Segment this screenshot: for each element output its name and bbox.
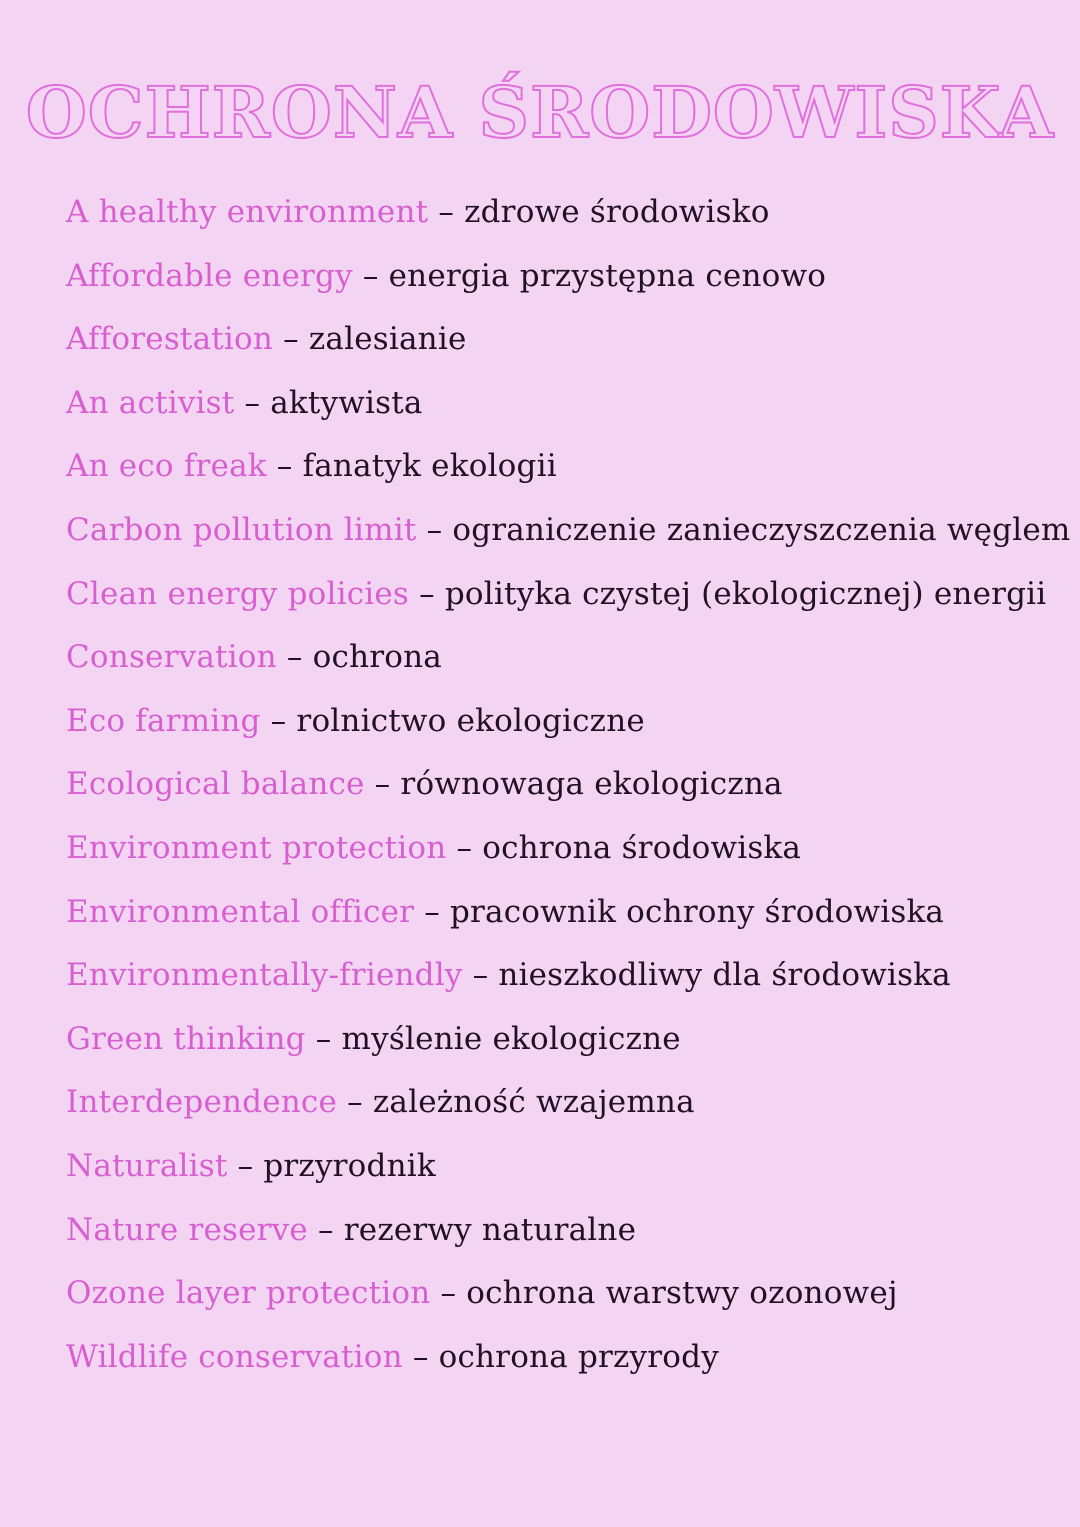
vocabulary-list xyxy=(66,190,1071,1398)
separator-dash: – xyxy=(352,257,389,294)
vocab-translation: polityka czystej (ekologicznej) energii xyxy=(444,575,1047,612)
vocab-entry xyxy=(66,1017,1066,1081)
vocab-term: Green thinking xyxy=(66,1020,306,1057)
vocab-entry xyxy=(66,254,1066,318)
separator-dash: – xyxy=(305,1020,342,1057)
vocab-term: Ecological balance xyxy=(66,766,365,803)
vocab-term: Wildlife conservation xyxy=(66,1338,403,1375)
vocab-translation: myślenie ekologiczne xyxy=(341,1020,681,1057)
separator-dash: – xyxy=(430,1275,467,1312)
vocab-term: Affordable energy xyxy=(66,257,353,294)
vocab-entry xyxy=(66,699,1066,763)
vocab-translation: nieszkodliwy dla środowiska xyxy=(498,957,951,994)
separator-dash: – xyxy=(462,957,499,994)
vocab-term: Clean energy policies xyxy=(66,575,410,612)
vocab-entry xyxy=(66,762,1066,826)
separator-dash: – xyxy=(273,321,309,358)
separator-dash: – xyxy=(234,384,271,421)
vocab-term: An eco freak xyxy=(66,448,267,485)
separator-dash: – xyxy=(428,194,465,230)
vocab-term: A healthy environment xyxy=(66,194,429,230)
separator-dash: – xyxy=(227,1147,264,1184)
separator-dash: – xyxy=(260,702,297,739)
vocab-translation: energia przystępna cenowo xyxy=(388,257,827,294)
vocab-term: Naturalist xyxy=(66,1147,228,1184)
vocab-entry xyxy=(66,1144,1066,1208)
vocab-term: An activist xyxy=(66,384,235,421)
separator-dash: – xyxy=(276,639,313,676)
separator-dash: – xyxy=(409,575,445,612)
vocab-entry xyxy=(66,1271,1066,1335)
vocab-translation: fanatyk ekologii xyxy=(302,448,557,485)
separator-dash: – xyxy=(364,766,401,803)
vocab-entry xyxy=(66,1208,1066,1272)
vocab-entry xyxy=(66,953,1066,1017)
vocab-entry xyxy=(66,826,1066,890)
vocab-term: Ozone layer protection xyxy=(66,1275,431,1312)
vocab-entry xyxy=(66,444,1066,508)
separator-dash: – xyxy=(266,448,303,485)
vocab-translation: ochrona środowiska xyxy=(482,829,802,866)
page-title: OCHRONA ŚRODOWISKA xyxy=(25,71,1055,154)
vocab-term: Nature reserve xyxy=(66,1211,308,1248)
vocab-translation: przyrodnik xyxy=(263,1147,436,1184)
vocab-translation: zdrowe środowisko xyxy=(464,194,770,230)
vocab-term: Environmental officer xyxy=(66,893,415,930)
separator-dash: – xyxy=(416,511,453,548)
separator-dash: – xyxy=(337,1084,373,1121)
vocab-term: Carbon pollution limit xyxy=(66,511,417,548)
vocab-translation: rezerwy naturalne xyxy=(343,1211,637,1248)
vocab-entry xyxy=(66,890,1066,954)
vocab-translation: zależność wzajemna xyxy=(372,1084,695,1121)
vocab-entry xyxy=(66,508,1071,572)
vocab-translation: ograniczenie zanieczyszczenia węglem xyxy=(452,511,1071,548)
separator-dash: – xyxy=(307,1211,344,1248)
vocab-entry xyxy=(66,381,1066,445)
vocab-translation: pracownik ochrony środowiska xyxy=(449,893,945,930)
vocab-translation: równowaga ekologiczna xyxy=(400,766,783,803)
separator-dash: – xyxy=(446,829,483,866)
vocab-entry xyxy=(66,1335,1066,1399)
vocab-term: Afforestation xyxy=(66,321,274,358)
vocab-translation: ochrona przyrody xyxy=(438,1338,719,1375)
vocab-translation: aktywista xyxy=(270,384,423,421)
vocab-term: Environment protection xyxy=(66,829,447,866)
vocab-entry xyxy=(66,572,1066,636)
vocab-entry xyxy=(66,190,1066,254)
vocab-entry xyxy=(66,317,1066,381)
vocab-translation: ochrona warstwy ozonowej xyxy=(466,1275,898,1312)
vocab-term: Conservation xyxy=(66,639,277,676)
vocab-term: Eco farming xyxy=(66,702,261,739)
vocab-entry xyxy=(66,1080,1066,1144)
separator-dash: – xyxy=(402,1338,439,1375)
vocab-term: Interdependence xyxy=(66,1084,338,1121)
vocab-term: Environmentally-friendly xyxy=(66,957,463,994)
vocab-translation: ochrona xyxy=(312,639,442,676)
separator-dash: – xyxy=(414,893,450,930)
vocab-translation: rolnictwo ekologiczne xyxy=(296,702,645,739)
vocab-entry xyxy=(66,635,1066,699)
vocab-translation: zalesianie xyxy=(308,321,467,358)
